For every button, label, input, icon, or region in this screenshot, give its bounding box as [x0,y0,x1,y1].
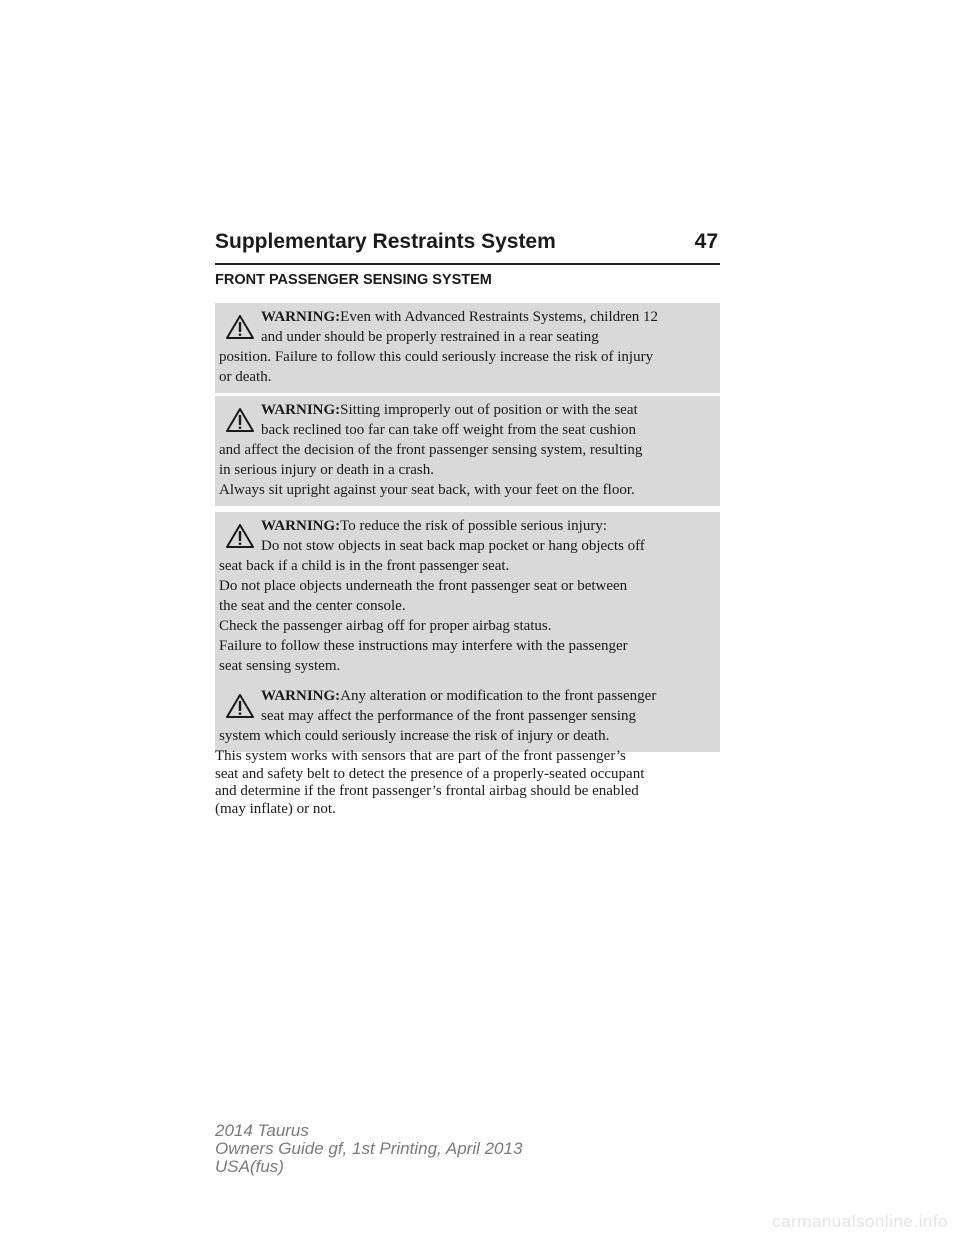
warning-text: To reduce the risk of possible serious injury: [340,518,607,534]
page-number: 47 [694,230,718,253]
warning-first-line [219,400,716,420]
warning-line: Always sit upright against your seat back, with your feet on the floor. [219,482,635,498]
warning-line: and affect the decision of the front passenger sensing system, resulting [219,442,643,458]
footer-region-code: USA [215,1157,250,1176]
body-line: and determine if the front passenger’s frontal airbag should be enabled [215,783,639,799]
page-footer [215,1122,522,1176]
warning-first-line [219,686,716,706]
warning-line: seat back if a child is in the front passenger seat. [219,558,510,574]
warning-line: back reclined too far can take off weight from the seat cushion [261,422,636,438]
warning-line: the seat and the center console. [219,598,406,614]
warning-box [215,682,720,752]
warning-line: Do not stow objects in seat back map pocket or hang objects off [261,538,645,554]
warning-label: WARNING: [261,309,341,325]
page-header [215,227,720,265]
body-line: seat and safety belt to detect the presence of a properly-seated occupant [215,765,645,782]
warning-text: Sitting improperly out of position or with the seat [340,402,638,418]
warning-line: seat sensing system. [219,658,341,674]
body-paragraph [215,748,725,818]
warning-line: in serious injury or death in a crash. [219,462,434,478]
warning-first-line [219,516,716,536]
warning-line: seat may affect the performance of the front passenger sensing [261,708,636,724]
footer-region [215,1158,522,1176]
warning-triangle-icon [225,314,255,340]
warning-line: or death. [219,369,272,385]
warning-line: Failure to follow these instructions may interfere with the passenger [219,638,628,654]
warning-triangle-icon [225,407,255,433]
warning-text: Even with Advanced Restraints Systems, children 12 [340,309,659,325]
warning-first-line [219,307,716,327]
warning-text: Any alteration or modification to the front passenger [340,688,657,704]
watermark: carmanualsonline.info [772,1212,948,1231]
warning-triangle-icon [225,523,255,549]
body-line: (may inflate) or not. [215,800,336,817]
footer-guide-info: Owners Guide gf, 1st Printing, April 2013 [215,1139,523,1158]
chapter-title: Supplementary Restraints System [215,230,556,253]
warning-box [215,303,720,393]
warning-label: WARNING: [261,688,341,704]
footer-model: 2014 Taurus [215,1121,309,1140]
warning-label: WARNING: [261,402,341,418]
warning-label: WARNING: [261,518,341,534]
footer-region-suffix: (fus) [249,1157,284,1176]
warning-triangle-icon [225,693,255,719]
warning-line: system which could seriously increase the risk of injury or death. [219,728,610,744]
warning-line: and under should be properly restrained in a rear seating [261,329,599,345]
warning-line: Check the passenger airbag off for proper airbag status. [219,618,552,634]
warning-box [215,512,720,682]
warning-line: position. Failure to follow this could seriously increase the risk of injury [219,349,654,365]
body-line: This system works with sensors that are part of the front passenger’s [215,748,626,764]
warning-line: Do not place objects underneath the front passenger seat or between [219,578,628,594]
section-title: FRONT PASSENGER SENSING SYSTEM [215,272,492,288]
warning-box [215,396,720,506]
